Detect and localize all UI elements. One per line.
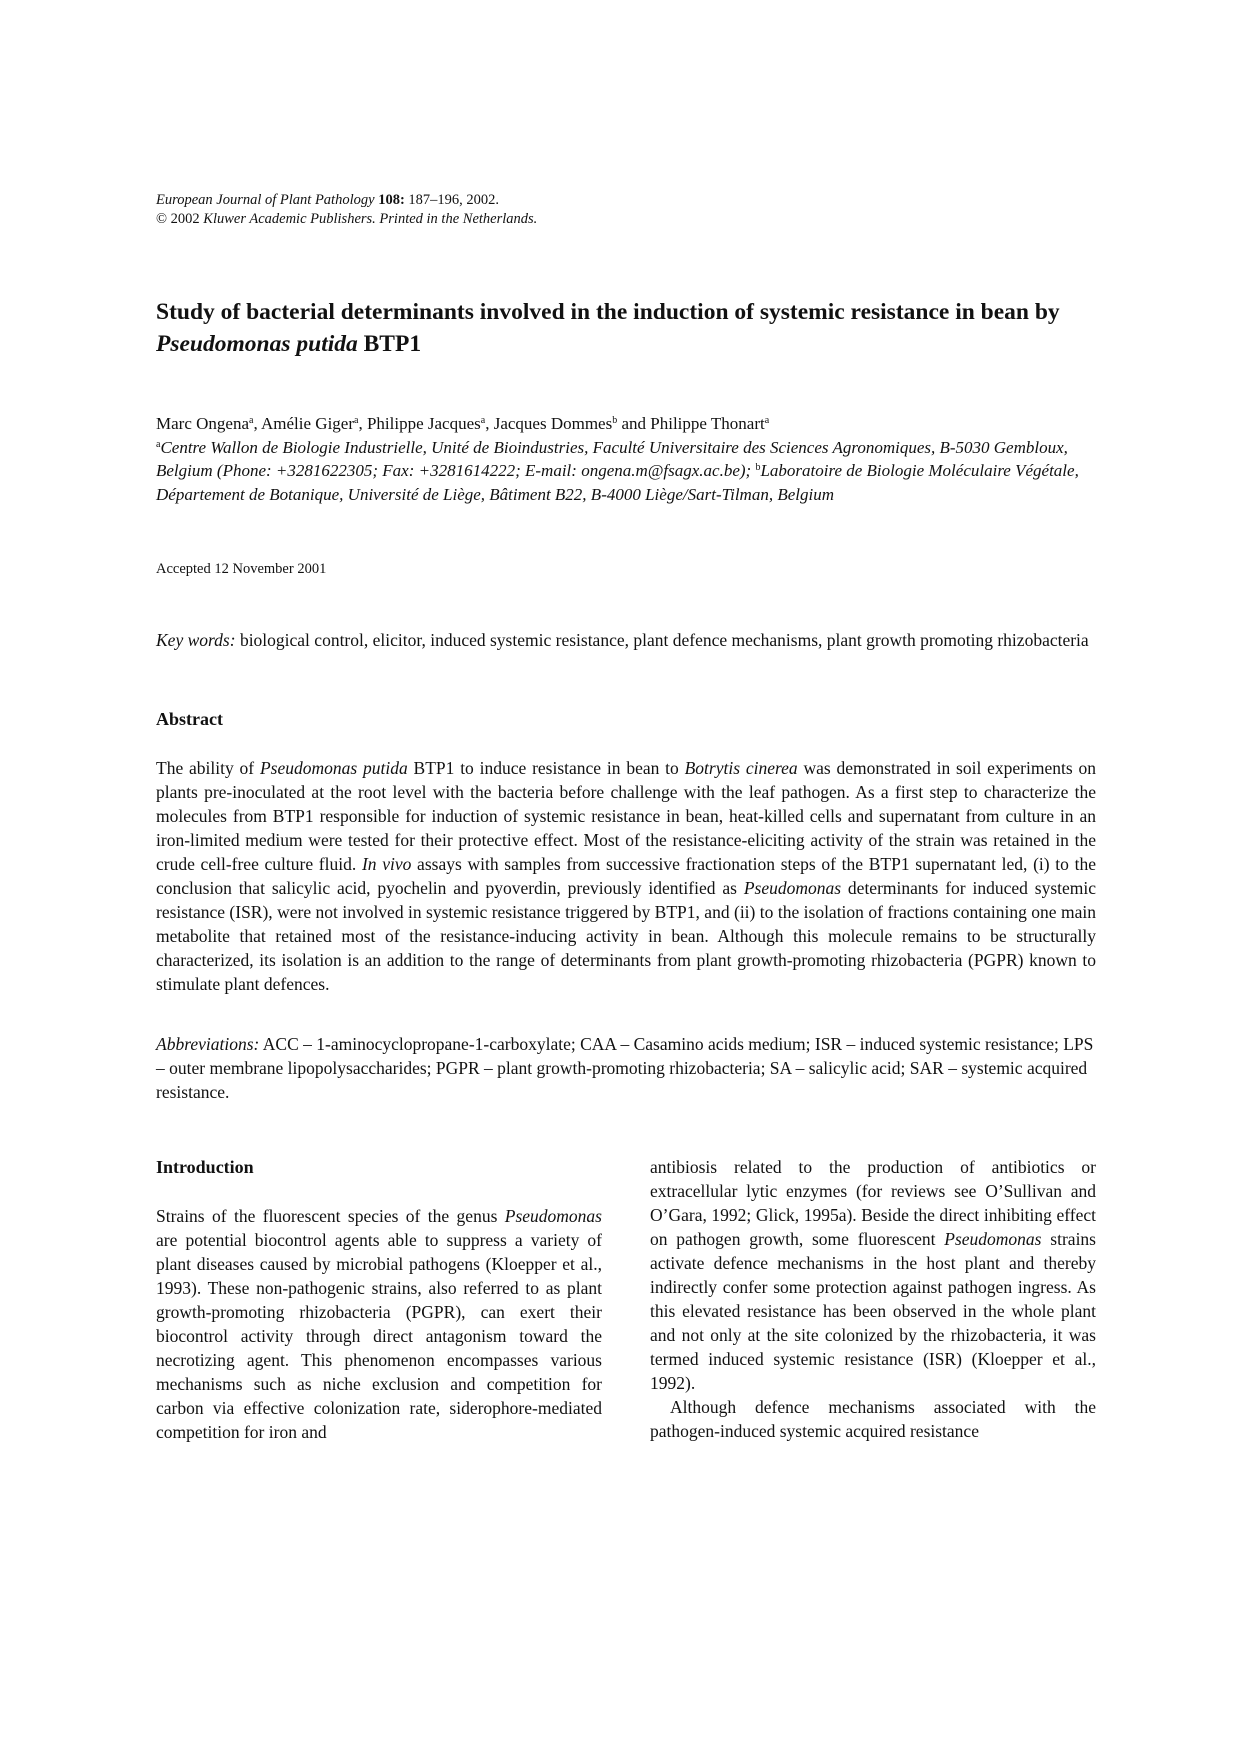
affiliation-b: Laboratoire de Biologie Moléculaire Végétale, Département de Botanique, Université de Liège, Bâtiment B22, B-4000 Liège/Sart-Tilman, Belgium [156,461,1079,504]
affiliations [156,436,1116,507]
abstract-span: was demonstrated in soil experiments on plants pre-inoculated at the root level with the bacteria before challenge with the leaf pathogen. As a first step to characterize the molecules from BTP1 responsible for induction of systemic resistance in bean, heat-killed cells and supernatant from culture in an iron-limited medium were tested for their protective effect. Most of the resistance-eliciting activity of the strain was retained in the crude cell-free culture fluid. [156,758,1096,874]
abstract-span: assays with samples from successive fractionation steps of the BTP1 supernatant led, (i) to the conclusion that salicylic acid, pyochelin and pyoverdin, previously identified as [156,854,1096,898]
title-strain: BTP1 [357,331,422,357]
intro-span: Strains of the fluorescent species of the genus [156,1206,505,1226]
abbreviations-text: ACC – 1-aminocyclopropane-1-carboxylate; CAA – Casamino acids medium; ISR – induced systemic resistance; LPS – outer membrane lipopolysaccharides; PGPR – plant growth-promoting rhizobacteria; SA – salicylic acid; SAR – systemic acquired resistance. [156,1034,1094,1102]
paper-title [156,296,1096,360]
affiliation-b-mark: b [755,462,761,473]
copyright-text: Kluwer Academic Publishers. Printed in the Netherlands. [203,211,538,227]
abstract-heading: Abstract [156,709,223,729]
author-affiliation-mark: a [249,415,254,426]
author-affiliation-mark: a [354,415,359,426]
author-name: Philippe Jacques [366,414,481,433]
author-separator: , [485,414,494,433]
affiliation-a-mark: a [156,438,161,450]
abstract-species: Botrytis cinerea [684,758,798,778]
keywords-label: Key words: [156,630,236,650]
abstract-genus: Pseudomonas [743,878,842,898]
author-list [156,412,1116,436]
author-name: Philippe Thonart [650,414,765,433]
author-affiliation-mark: a [764,415,770,426]
copyright-year: © 2002 [156,211,204,227]
abbreviations [156,1032,1096,1104]
abbreviations-label: Abbreviations: [156,1034,260,1054]
journal-citation [156,191,537,229]
title-text: Study of bacterial determinants involved in the induction of systemic resistance in bean by [156,299,1060,325]
author-name: Amélie Giger [261,414,355,433]
author-name: Jacques Dommes [493,414,613,433]
author-separator: and [617,414,651,433]
abstract-span: determinants for induced systemic resistance (ISR), were not involved in systemic resistance triggered by BTP1, and (ii) to the isolation of fractions containing one main metabolite that retained most of the resistance-inducing activity in bean. Although this molecule remains to be structurally characterized, its isolation is an addition to the range of determinants from plant growth-promoting rhizobacteria (PGPR) known to stimulate plant defences. [156,878,1096,994]
abstract-span: BTP1 to induce resistance in bean to [407,758,685,778]
intro-genus: Pseudomonas [504,1206,602,1226]
intro-genus: Pseudomonas [944,1229,1042,1249]
abstract-species: Pseudomonas putida [259,758,408,778]
introduction-left-column [156,1204,602,1444]
journal-name: European Journal of Plant Pathology [156,192,375,208]
author-name: Marc Ongena [156,414,249,433]
journal-pages-year: 187–196, 2002. [404,192,500,208]
keywords-text: biological control, elicitor, induced systemic resistance, plant defence mechanisms, plant growth promoting rhizobacteria [235,630,1089,650]
intro-right-paragraph-1 [650,1155,1096,1395]
intro-span: strains activate defence mechanisms in the host plant and thereby indirectly confer some protection against pathogen ingress. As this elevated resistance has been observed in the whole plant and not only at the site colonized by the rhizobacteria, it was termed induced systemic resistance (ISR) (Kloepper et al., 1992). [650,1229,1096,1393]
introduction-right-column [650,1155,1096,1443]
journal-volume: 108: [378,192,405,208]
abstract-italic: In vivo [361,854,412,874]
author-affiliation-mark: a [480,415,486,426]
affiliation-a: Centre Wallon de Biologie Industrielle, Unité de Bioindustries, Faculté Universitaire des Sciences Agronomiques, B-5030 Gembloux, Belgium (Phone: +3281622305; Fax: +3281614222; E-mail: ongena.m@fsagx.ac.be); [156,437,1068,480]
abstract-span: The ability of [156,758,260,778]
intro-span: are potential biocontrol agents able to suppress a variety of plant diseases caused by microbial pathogens (Kloepper et al., 1993). These non-pathogenic strains, also referred to as plant growth-promoting rhizobacteria (PGPR), can exert their biocontrol activity through direct antagonism toward the necrotizing agent. This phenomenon encompasses various mechanisms such as niche exclusion and competition for carbon via effective colonization rate, siderophore-mediated competition for iron and [156,1230,602,1442]
intro-span: antibiosis related to the production of antibiotics or extracellular lytic enzymes (for reviews see O’Sullivan and O’Gara, 1992; Glick, 1995a). Beside the direct inhibiting effect on pathogen growth, some fluorescent [650,1157,1096,1249]
author-separator: , [253,414,262,433]
keywords [156,628,1096,652]
journal-line-1 [156,191,537,210]
author-block [156,412,1116,506]
accepted-date: Accepted 12 November 2001 [156,561,327,577]
journal-line-2 [156,210,537,229]
introduction-heading: Introduction [156,1157,254,1177]
intro-right-paragraph-2: Although defence mechanisms associated with the pathogen-induced systemic acquired resistance [650,1397,1096,1441]
author-affiliation-mark: b [612,415,618,426]
abstract-text [156,756,1096,996]
title-species: Pseudomonas putida [156,331,358,357]
author-separator: , [358,414,367,433]
